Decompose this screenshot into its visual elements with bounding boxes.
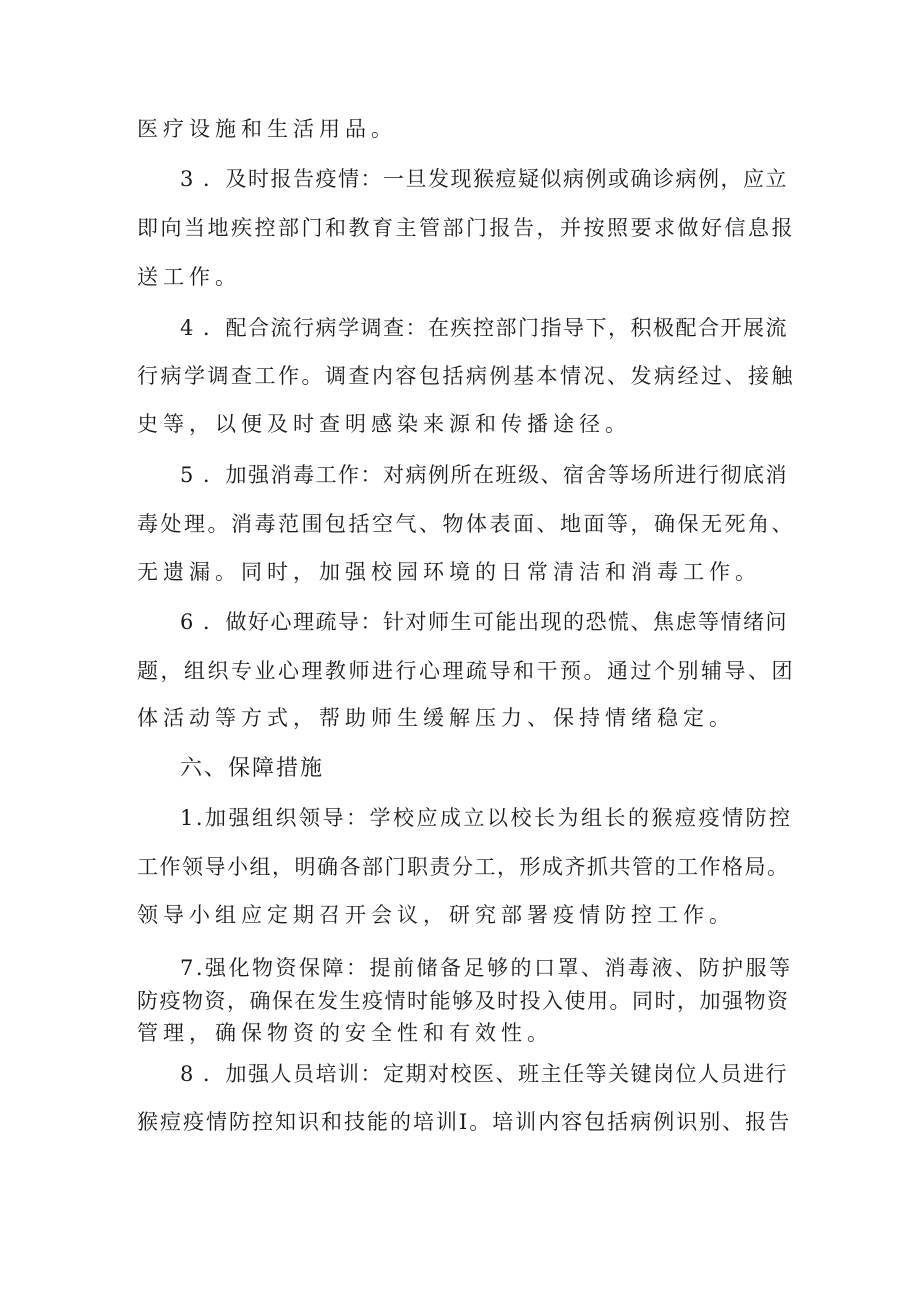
paragraph-line: 6 ．做好心理疏导：针对师生可能出现的恐慌、焦虑等情绪问: [180, 610, 789, 634]
paragraph-line: 3 ．及时报告疫情：一旦发现猴痘疑似病例或确诊病例，应立: [180, 167, 789, 191]
paragraph-line: 猴痘疫情防控知识和技能的培训I。培训内容包括病例识别、报告: [137, 1110, 792, 1134]
paragraph-line: 体活动等方式，帮助师生缓解压力、保持情绪稳定。: [137, 706, 735, 730]
paragraph-line: 即向当地疾控部门和教育主管部门报告，并按照要求做好信息报: [137, 216, 795, 240]
paragraph-line: 送工作。: [137, 265, 241, 289]
paragraph-line: 毒处理。消毒范围包括空气、物体表面、地面等，确保无死角、: [137, 512, 795, 536]
paragraph-line: 史等，以便及时查明感染来源和传播途径。: [137, 412, 631, 436]
paragraph-line: 8 ．加强人员培训：定期对校医、班主任等关键岗位人员进行: [180, 1062, 789, 1086]
paragraph-line: 1.加强组织领导：学校应成立以校长为组长的猴痘疫情防控: [180, 806, 793, 830]
paragraph-line: 4 ．配合流行病学调查：在疾控部门指导下，积极配合开展流: [180, 316, 789, 340]
paragraph-line: 防疫物资，确保在发生疫情时能够及时投入使用。同时，加强物资: [137, 989, 790, 1013]
paragraph-line: 管理，确保物资的安全性和有效性。: [137, 1021, 553, 1045]
paragraph-line: 无遗漏。同时，加强校园环境的日常清洁和消毒工作。: [137, 560, 761, 584]
paragraph-line: 行病学调查工作。调查内容包括病例基本情况、发病经过、接触: [137, 364, 795, 388]
paragraph-line: 5 ．加强消毒工作：对病例所在班级、宿舍等场所进行彻底消: [180, 463, 789, 487]
section-heading: 六、保障措施: [180, 756, 325, 781]
paragraph-line: 医疗设施和生活用品。: [137, 117, 397, 141]
paragraph-line: 7.强化物资保障：提前储备足够的口罩、消毒液、防护服等: [180, 956, 793, 980]
paragraph-line: 工作领导小组，明确各部门职责分工，形成齐抓共管的工作格局。: [137, 855, 790, 879]
paragraph-line: 领导小组应定期召开会议，研究部署疫情防控工作。: [137, 903, 735, 927]
paragraph-line: 题，组织专业心理教师进行心理疏导和干预。通过个别辅导、团: [137, 659, 795, 683]
